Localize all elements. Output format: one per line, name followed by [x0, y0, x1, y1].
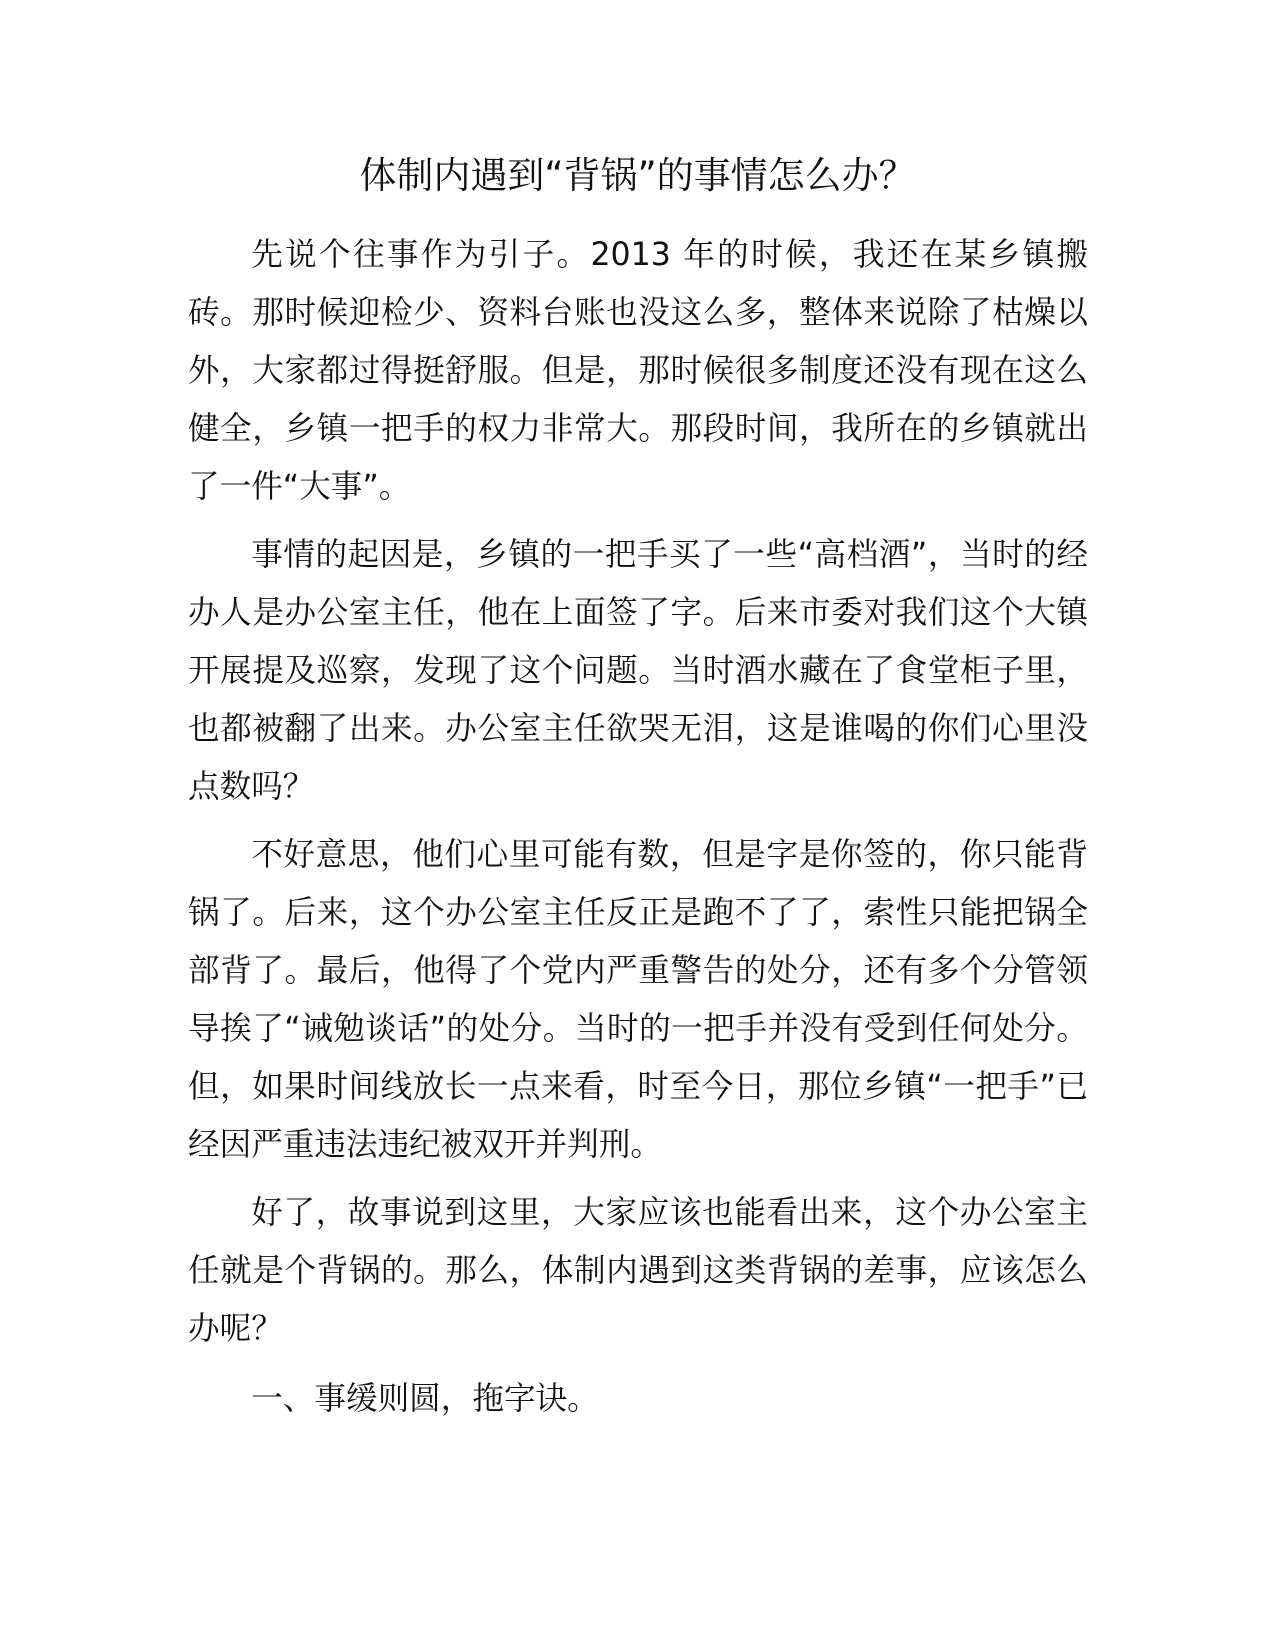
- section-heading-1: 一、事缓则圆，拖字诀。: [251, 1381, 599, 1417]
- paragraph-cause: 事情的起因是，乡镇的一把手买了一些“高档酒”，当时的经办人是办公室主任，他在上面签了字。后来市委对我们这个大镇开展提及巡察，发现了这个问题。当时酒水藏在了食堂柜子里，也都被翻了出来。办公室主任欲哭无泪，这是谁喝的你们心里没点数吗？: [188, 537, 1088, 805]
- paragraph-question: 好了，故事说到这里，大家应该也能看出来，这个办公室主任就是个背锅的。那么，体制内遇到这类背锅的差事，应该怎么办呢？: [188, 1195, 1088, 1347]
- paragraph-outcome: 不好意思，他们心里可能有数，但是字是你签的，你只能背锅了。后来，这个办公室主任反正是跑不了了，索性只能把锅全部背了。最后，他得了个党内严重警告的处分，还有多个分管领导挨了“诫勉谈话”的处分。当时的一把手并没有受到任何处分。但，如果时间线放长一点来看，时至今日，那位乡镇“一把手”已经因严重违法违纪被双开并判刑。: [188, 837, 1088, 1163]
- paragraph-intro: 先说个往事作为引子。2013 年的时候，我还在某乡镇搬砖。那时候迎检少、资料台账也没这么多，整体来说除了枯燥以外，大家都过得挺舒服。但是，那时候很多制度还没有现在这么健全，乡镇一把手的权力非常大。那段时间，我所在的乡镇就出了一件“大事”。: [188, 237, 1088, 505]
- document-body: [188, 226, 1088, 1438]
- document-title: 体制内遇到“背锅”的事情怎么办？: [359, 154, 916, 197]
